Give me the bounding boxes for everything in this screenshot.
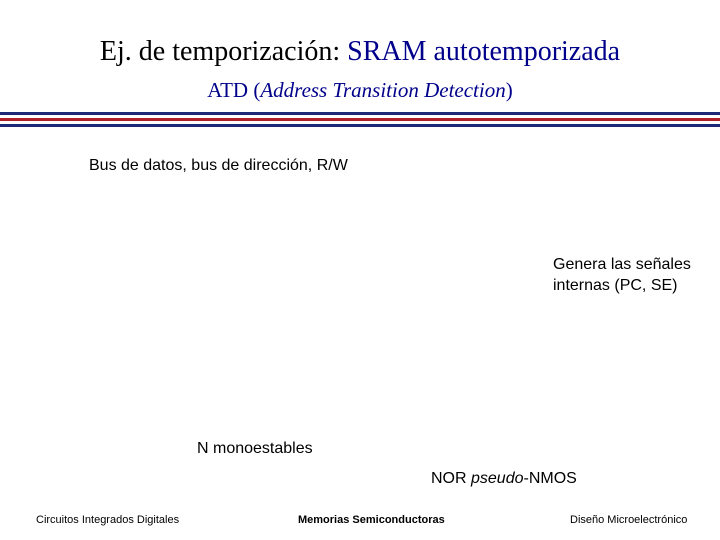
- footer-left: Circuitos Integrados Digitales: [36, 514, 180, 526]
- label-genera-senales: [553, 254, 691, 296]
- footer-right: Diseño Microelectrónico: [570, 514, 688, 526]
- label-nor-italic: pseudo: [471, 470, 524, 487]
- label-genera-line2: internas (PC, SE): [553, 277, 678, 294]
- subtitle-italic: Address Transition Detection: [260, 78, 506, 102]
- label-genera-line1: Genera las señales: [553, 256, 691, 273]
- slide-title: [0, 34, 720, 70]
- label-nor-prefix: NOR: [431, 470, 471, 487]
- header-rule-top: [0, 112, 720, 115]
- label-monoestables: N monoestables: [197, 440, 313, 457]
- subtitle-suffix: ): [505, 78, 513, 102]
- subtitle-prefix: ATD (: [207, 78, 261, 102]
- slide-subtitle: [0, 76, 720, 104]
- slide-title-main: Ej. de temporización:: [99, 36, 348, 67]
- label-nor-suffix: -NMOS: [523, 470, 577, 487]
- header-rule-middle: [0, 118, 720, 121]
- label-bus: Bus de datos, bus de dirección, R/W: [89, 157, 348, 174]
- footer-center: Memorias Semiconductoras: [298, 514, 445, 526]
- label-nor-pseudo-nmos: [431, 468, 577, 489]
- slide-title-highlight: SRAM autotemporizada: [347, 36, 621, 67]
- header-rule-bottom: [0, 124, 720, 127]
